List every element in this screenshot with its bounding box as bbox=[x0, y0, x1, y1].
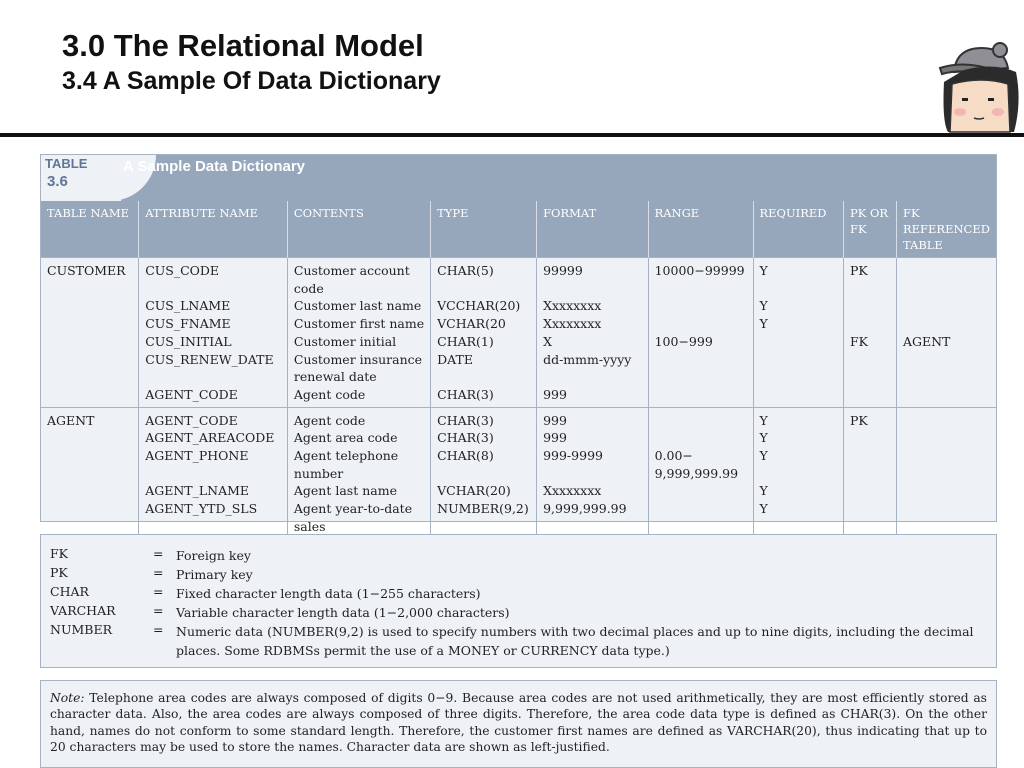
cell-line: CHAR(3) bbox=[437, 412, 494, 428]
cell-line: DATE bbox=[437, 351, 473, 367]
cell-line bbox=[760, 465, 838, 483]
cell-line bbox=[850, 482, 890, 500]
cell-line: CHAR(3) bbox=[437, 430, 494, 446]
legend-term: NUMBER bbox=[50, 622, 112, 637]
cell-fk-table bbox=[896, 407, 996, 538]
legend-definition: Variable character length data (1−2,000 characters) bbox=[176, 605, 510, 620]
column-header: PK OR FK bbox=[844, 201, 897, 258]
cell-line bbox=[543, 518, 642, 536]
slide-heading bbox=[62, 28, 441, 96]
cell-line: Customer initial bbox=[293, 333, 397, 349]
legend-equals: = bbox=[153, 546, 164, 561]
table-tag-label: TABLE bbox=[45, 156, 88, 171]
cell-line: Agent code bbox=[293, 412, 366, 428]
cell-line: AGENT_CODE bbox=[145, 386, 238, 402]
table-tag-number: 3.6 bbox=[47, 173, 68, 190]
cell-line bbox=[903, 262, 990, 280]
cell-table-name: AGENT bbox=[41, 407, 139, 538]
cell-format bbox=[537, 407, 649, 538]
cartoon-girl-with-cap-icon bbox=[934, 42, 1024, 134]
table-tag bbox=[41, 155, 121, 201]
column-header: ATTRIBUTE NAME bbox=[139, 201, 288, 258]
cell-line: CHAR(5) bbox=[437, 263, 494, 278]
cell-line: Xxxxxxxx bbox=[543, 316, 602, 332]
cell-line bbox=[655, 482, 747, 500]
cell-line bbox=[760, 280, 838, 298]
cell-line bbox=[145, 368, 281, 386]
cell-line bbox=[903, 297, 990, 315]
cell-line: 999 bbox=[543, 386, 567, 402]
cell-type bbox=[431, 258, 537, 408]
cell-line: 99999 bbox=[543, 263, 583, 278]
slide-subtitle: 3.4 A Sample Of Data Dictionary bbox=[62, 67, 441, 95]
cell-line: CUS_RENEW_DATE bbox=[145, 351, 274, 367]
cell-line: Y bbox=[759, 316, 768, 332]
legend-equals: = bbox=[153, 584, 164, 599]
cell-line bbox=[543, 368, 642, 386]
cell-line bbox=[850, 280, 890, 298]
cell-line bbox=[655, 315, 747, 333]
cell-line: 999-9999 bbox=[543, 448, 603, 464]
cell-line bbox=[850, 429, 890, 447]
cell-line bbox=[850, 518, 890, 536]
cell-line bbox=[655, 386, 747, 404]
cell-line bbox=[145, 280, 281, 298]
cell-line bbox=[543, 465, 642, 483]
cell-line: Y bbox=[759, 412, 768, 428]
legend-definition: Fixed character length data (1−255 characters) bbox=[176, 586, 481, 601]
cell-contents bbox=[287, 258, 430, 408]
legend-definition: Foreign key bbox=[176, 548, 251, 563]
cell-line: sales bbox=[293, 518, 326, 534]
cell-line bbox=[903, 350, 990, 368]
cell-line bbox=[903, 465, 990, 483]
cell-line: CUS_CODE bbox=[145, 263, 220, 278]
cell-line bbox=[145, 518, 281, 536]
cell-line: Agent area code bbox=[293, 430, 398, 446]
cell-line: AGENT_AREACODE bbox=[145, 430, 275, 446]
cell-table-name: CUSTOMER bbox=[41, 258, 139, 408]
cell-fk-table bbox=[896, 258, 996, 408]
cell-line: CUS_INITIAL bbox=[145, 333, 232, 349]
cell-attribute bbox=[139, 407, 288, 538]
cell-line: Y bbox=[759, 448, 768, 464]
cell-attribute bbox=[139, 258, 288, 408]
cell-line: dd-mmm-yyyy bbox=[543, 351, 632, 367]
cell-line: PK bbox=[850, 412, 868, 428]
cell-line bbox=[760, 350, 838, 368]
cell-line: FK bbox=[850, 333, 869, 349]
cell-line bbox=[655, 350, 747, 368]
cell-line: VCHAR(20) bbox=[437, 483, 511, 499]
cell-line: Y bbox=[759, 501, 768, 517]
cell-line bbox=[655, 297, 747, 315]
cell-format bbox=[537, 258, 649, 408]
cell-line: Y bbox=[759, 430, 768, 446]
cell-line bbox=[145, 465, 281, 483]
cell-line: AGENT_PHONE bbox=[145, 448, 249, 464]
column-header: TYPE bbox=[431, 201, 537, 258]
cell-line: renewal date bbox=[293, 369, 377, 385]
cell-line bbox=[850, 386, 890, 404]
cell-required bbox=[753, 258, 844, 408]
cell-required bbox=[753, 407, 844, 538]
cell-line bbox=[903, 500, 990, 518]
legend-equals: = bbox=[153, 565, 164, 580]
cell-line: CHAR(8) bbox=[437, 448, 494, 464]
legend-term: PK bbox=[50, 565, 68, 580]
cell-line: Agent code bbox=[293, 386, 366, 402]
cell-line bbox=[437, 280, 530, 298]
legend-term: FK bbox=[50, 546, 69, 561]
legend-equals: = bbox=[153, 603, 164, 618]
column-header: RANGE bbox=[648, 201, 753, 258]
cell-line bbox=[850, 465, 890, 483]
legend-term: CHAR bbox=[50, 584, 89, 599]
note-label: Note: bbox=[50, 691, 85, 705]
column-header: CONTENTS bbox=[287, 201, 430, 258]
cell-line: AGENT_YTD_SLS bbox=[145, 501, 258, 517]
cell-pk-fk bbox=[844, 407, 897, 538]
cell-line: NUMBER(9,2) bbox=[437, 501, 529, 517]
cell-line: 100−999 bbox=[654, 333, 713, 349]
cell-line bbox=[903, 447, 990, 465]
cell-line: 0.00− bbox=[654, 448, 693, 463]
cell-type bbox=[431, 407, 537, 538]
cell-line bbox=[850, 500, 890, 518]
cell-line: CUS_FNAME bbox=[145, 316, 231, 332]
table-header-row bbox=[41, 201, 996, 258]
cell-line bbox=[655, 280, 747, 298]
cell-line: Xxxxxxxx bbox=[543, 483, 602, 499]
cell-line bbox=[437, 465, 530, 483]
cell-line: Customer last name bbox=[293, 298, 422, 314]
cell-line: number bbox=[293, 465, 344, 481]
cell-line bbox=[903, 368, 990, 386]
cell-range bbox=[648, 407, 753, 538]
slide-title: 3.0 The Relational Model bbox=[62, 28, 424, 63]
cell-line bbox=[903, 412, 990, 430]
cell-line bbox=[903, 315, 990, 333]
cell-line: X bbox=[543, 333, 552, 349]
column-header: TABLE NAME bbox=[41, 201, 139, 258]
cell-line bbox=[903, 280, 990, 298]
column-header: FORMAT bbox=[537, 201, 649, 258]
cell-line bbox=[655, 368, 747, 386]
cell-line: CHAR(1) bbox=[437, 333, 494, 349]
cell-line bbox=[850, 350, 890, 368]
cell-line bbox=[850, 368, 890, 386]
cell-line: Agent year-to-date bbox=[293, 501, 413, 517]
data-dictionary-figure bbox=[40, 154, 997, 534]
cell-line bbox=[760, 518, 838, 536]
cell-line bbox=[437, 518, 530, 536]
cell-line bbox=[850, 447, 890, 465]
cell-line bbox=[655, 412, 747, 430]
cell-line: Customer account bbox=[293, 263, 410, 278]
cell-line bbox=[760, 333, 838, 351]
cell-line: Agent telephone bbox=[293, 448, 399, 464]
cell-line: 999 bbox=[543, 412, 567, 428]
table-title: A Sample Data Dictionary bbox=[123, 158, 305, 175]
cell-line: AGENT_CODE bbox=[145, 412, 238, 428]
cell-line: PK bbox=[850, 263, 868, 278]
cell-line: VCCHAR(20) bbox=[437, 298, 521, 314]
abbreviation-legend bbox=[40, 534, 997, 668]
table-note bbox=[40, 680, 997, 768]
cell-line bbox=[850, 315, 890, 333]
cell-line bbox=[903, 482, 990, 500]
cell-line bbox=[903, 386, 990, 404]
cell-line bbox=[760, 386, 838, 404]
cell-line bbox=[655, 500, 747, 518]
cell-line bbox=[903, 518, 990, 536]
cell-line: 10000−99999 bbox=[654, 263, 745, 278]
cell-line bbox=[655, 518, 747, 536]
cell-contents bbox=[287, 407, 430, 538]
table-row bbox=[41, 407, 996, 538]
cell-range bbox=[648, 258, 753, 408]
cell-line bbox=[437, 368, 530, 386]
cell-line: 9,999,999.99 bbox=[654, 465, 739, 481]
column-header: REQUIRED bbox=[753, 201, 844, 258]
cell-line bbox=[655, 429, 747, 447]
cell-line: Y bbox=[759, 483, 768, 499]
note-text: Telephone area codes are always composed of digits 0−9. Because area codes are not used arithmetically, they are most efficiently stored as character data. Also, the area codes are always composed of three digits. Therefore, the area code data type is defined as CHAR(3). On the other hand, names do not conform to some standard length. Therefore, the customer first names are defined as VARCHAR(20), thus indicating that up to 20 characters may be used to store the names. Character data are shown as left-justified. bbox=[50, 691, 987, 754]
cell-line: CHAR(3) bbox=[437, 386, 494, 402]
cell-line: AGENT_LNAME bbox=[145, 483, 250, 499]
legend-term: VARCHAR bbox=[50, 603, 116, 618]
cell-line bbox=[903, 429, 990, 447]
legend-equals: = bbox=[153, 622, 164, 637]
cell-line: code bbox=[293, 280, 324, 296]
cell-line: Xxxxxxxx bbox=[543, 298, 602, 314]
cell-line: Customer first name bbox=[293, 316, 425, 332]
cell-line: Y bbox=[759, 298, 768, 314]
cell-pk-fk bbox=[844, 258, 897, 408]
cell-line: Y bbox=[759, 263, 768, 278]
cell-line: Customer insurance bbox=[293, 351, 423, 367]
cell-line: Agent last name bbox=[293, 483, 397, 499]
cell-line: AGENT bbox=[902, 333, 951, 349]
legend-definition: Numeric data (NUMBER(9,2) is used to specify numbers with two decimal places and up to nine digits, including the decimal places. Some RDBMSs permit the use of a MONEY or CURRENCY data type.) bbox=[176, 624, 974, 658]
legend-definition: Primary key bbox=[176, 567, 253, 582]
data-dictionary-table bbox=[41, 201, 996, 539]
cell-line bbox=[850, 297, 890, 315]
title-divider bbox=[0, 133, 1024, 137]
cell-line bbox=[760, 368, 838, 386]
column-header: FK REFERENCED TABLE bbox=[896, 201, 996, 258]
cell-line: VCHAR(20 bbox=[437, 316, 506, 332]
table-row bbox=[41, 258, 996, 408]
cell-line: 999 bbox=[543, 430, 567, 446]
cell-line: 9,999,999.99 bbox=[543, 501, 627, 517]
cell-line bbox=[543, 280, 642, 298]
cell-line: CUS_LNAME bbox=[145, 298, 231, 314]
